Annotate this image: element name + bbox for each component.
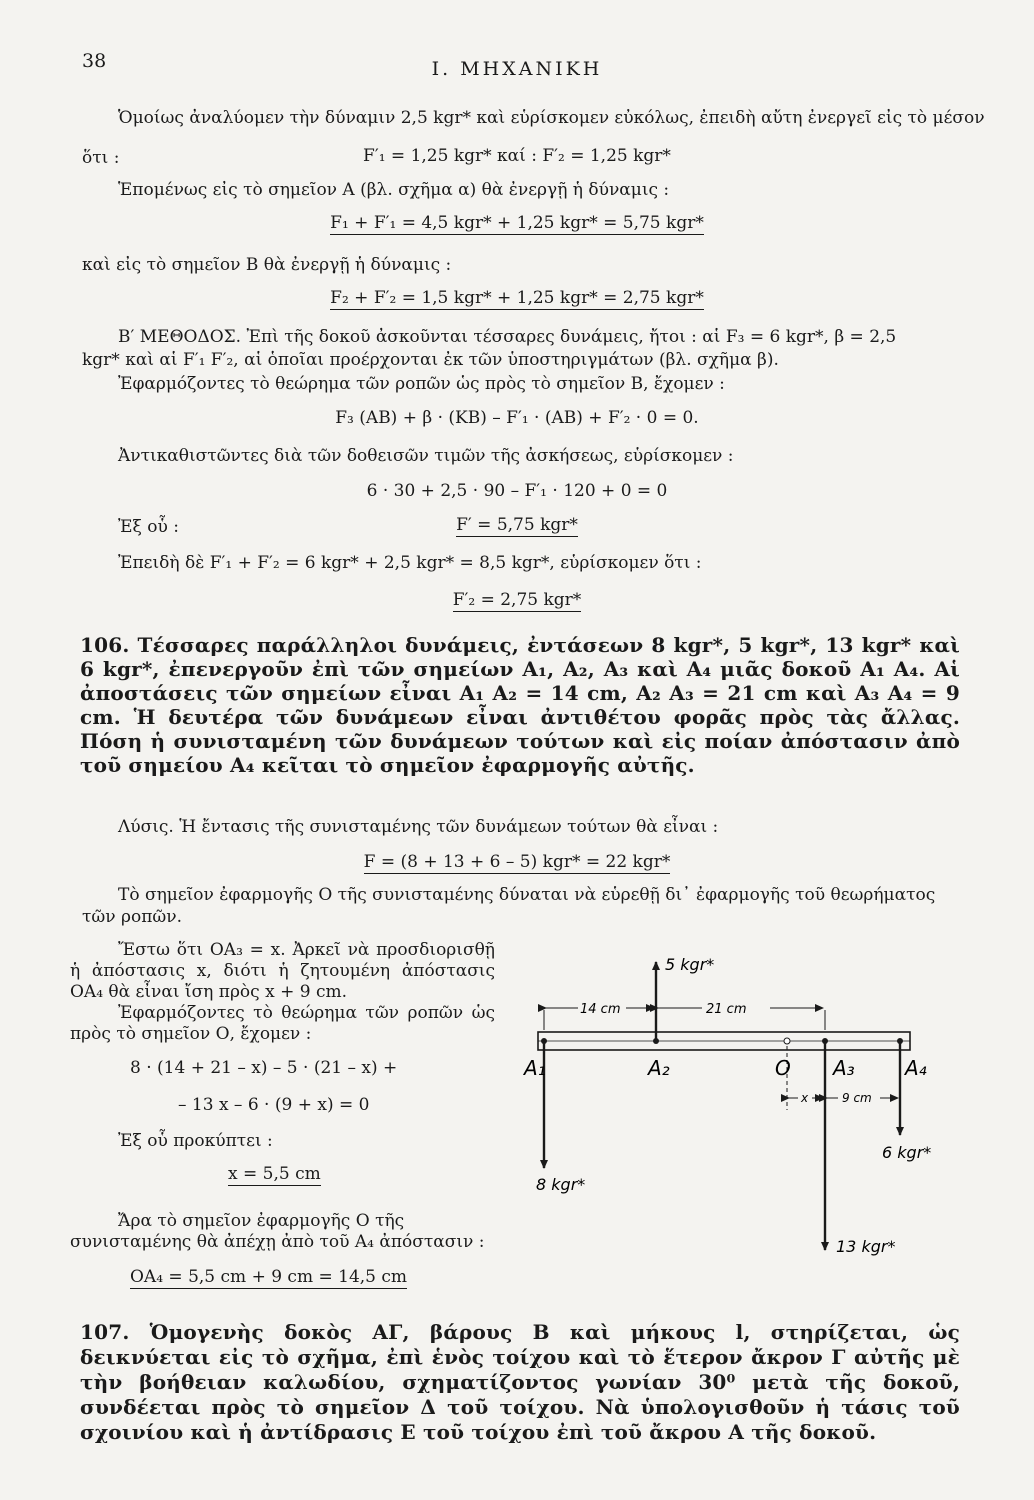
- solution-left-text-1: Ἔστω ὅτι ΟΑ₃ = x. Ἀρκεῖ νὰ προσδιορισθῇ ἡ ἀπόστασις x, διότι ἡ ζητουμένη ἀπόστασις ΟΑ₄ θὰ εἶναι ἴση πρὸς x + 9 cm.: [70, 940, 495, 1002]
- ex-ou-label-2: Ἐξ οὗ προκύπτει :: [118, 1131, 273, 1151]
- solution-left-text-2: Ἐφαρμόζοντες τὸ θεώρημα τῶν ροπῶν ὡς πρὸς τὸ σημεῖον Ο, ἔχομεν :: [70, 1003, 495, 1044]
- label-a4: A₄: [905, 1056, 927, 1080]
- equation-7: F′₂ = 2,75 kgr*: [452, 590, 582, 610]
- page-number: 38: [82, 50, 107, 72]
- force-label-a2: 5 kgr*: [665, 955, 715, 974]
- dim-label-x: x: [801, 1091, 809, 1105]
- dim-label-21: 21 cm: [706, 1002, 747, 1017]
- text-line-3: καὶ εἰς τὸ σημεῖον Β θὰ ἐνεργῇ ἡ δύναμις :: [82, 255, 452, 275]
- equation-5: 6 · 30 + 2,5 · 90 – F′₁ · 120 + 0 = 0: [366, 481, 668, 501]
- running-head: I. ΜΗΧΑΝΙΚΗ: [431, 58, 603, 80]
- solution-left-text-3: Ἄρα τὸ σημεῖον ἐφαρμογῆς Ο τῆς συνισταμένης θὰ ἀπέχῃ ἀπὸ τοῦ Α₄ ἀπόστασιν :: [70, 1211, 485, 1252]
- solution-equation-3: x = 5,5 cm: [228, 1164, 321, 1184]
- equation-6: F′ = 5,75 kgr*: [456, 515, 578, 535]
- method-b-line-3: Ἐφαρμόζοντες τὸ θεώρημα τῶν ροπῶν ὡς πρὸς τὸ σημεῖον Β, ἔχομεν :: [118, 374, 725, 394]
- label-a1: A₁: [524, 1056, 546, 1080]
- equation-2: F₁ + F′₁ = 4,5 kgr* + 1,25 kgr* = 5,75 kgr*: [330, 213, 704, 233]
- problem-106-statement: 106. Τέσσαρες παράλληλοι δυνάμεις, ἐντάσεων 8 kgr*, 5 kgr*, 13 kgr* καὶ 6 kgr*, ἐπενεργοῦν ἐπὶ τῶν σημείων Α₁, Α₂, Α₃ καὶ Α₄ μιᾶς δοκοῦ Α₁ Α₄. Αἱ ἀποστάσεις τῶν σημείων εἶναι Α₁ Α₂ = 14 cm, Α₂ Α₃ = 21 cm καὶ Α₃ Α₄ = 9 cm. Ἡ δευτέρα τῶν δυνάμεων εἶναι ἀντιθέτου φορᾶς πρὸς τὰς ἄλλας. Πόση ἡ συνισταμένη τῶν δυνάμεων τούτων καὶ εἰς ποίαν ἀπόστασιν ἀπὸ τοῦ σημείου Α₄ κεῖται τὸ σημεῖον ἐφαρμογῆς αὐτῆς.: [80, 633, 960, 777]
- equation-3: F₂ + F′₂ = 1,5 kgr* + 1,25 kgr* = 2,75 kgr*: [330, 288, 704, 308]
- method-b-line-1: Β′ ΜΕΘΟΔΟΣ. Ἐπὶ τῆς δοκοῦ ἀσκοῦνται τέσσαρες δυνάμεις, ἤτοι : αἱ F₃ = 6 kgr*, β = 2,5: [118, 327, 897, 347]
- oti-label: ὅτι :: [82, 148, 120, 168]
- text-line-2: Ἑπομένως εἰς τὸ σημεῖον Α (βλ. σχῆμα α) θὰ ἐνεργῇ ἡ δύναμις :: [118, 180, 670, 200]
- solution-equation-2b: – 13 x – 6 · (9 + x) = 0: [178, 1095, 370, 1115]
- force-label-a1: 8 kgr*: [536, 1175, 586, 1194]
- beam-figure: [520, 950, 960, 1270]
- label-a3: A₃: [833, 1056, 855, 1080]
- label-o: O: [775, 1056, 791, 1080]
- text-line-5: Ἐπειδὴ δὲ F′₁ + F′₂ = 6 kgr* + 2,5 kgr* = 8,5 kgr*, εὑρίσκομεν ὅτι :: [118, 553, 702, 573]
- dim-label-14: 14 cm: [580, 1002, 621, 1017]
- force-label-a4: 6 kgr*: [882, 1143, 932, 1162]
- solution-equation-1: F = (8 + 13 + 6 – 5) kgr* = 22 kgr*: [363, 852, 671, 872]
- point-o: [784, 1038, 790, 1044]
- solution-equation-4: ΟΑ₄ = 5,5 cm + 9 cm = 14,5 cm: [130, 1267, 408, 1287]
- equation-1: F′₁ = 1,25 kgr* καί : F′₂ = 1,25 kgr*: [363, 146, 671, 166]
- solution-equation-2a: 8 · (14 + 21 – x) – 5 · (21 – x) +: [130, 1058, 398, 1078]
- problem-107-statement: 107. Ὁμογενὴς δοκὸς ΑΓ, βάρους Β καὶ μήκους l, στηρίζεται, ὡς δεικνύεται εἰς τὸ σχῆμα, ἐπὶ ἑνὸς τοίχου καὶ τὸ ἕτερον ἄκρον Γ αὐτῆς μὲ τὴν βοήθειαν καλωδίου, σχηματίζοντος γωνίαν 30⁰ μετὰ τῆς δοκοῦ, συνδέεται πρὸς τὸ σημεῖον Δ τοῦ τοίχου. Νὰ ὑπολογισθοῦν ἡ τάσις τοῦ σχοινίου καὶ ἡ ἀντίδρασις Ε τοῦ τοίχου ἐπὶ τοῦ ἄκρου Α τῆς δοκοῦ.: [80, 1320, 960, 1444]
- solution-line-2: Τὸ σημεῖον ἐφαρμογῆς Ο τῆς συνισταμένης δύναται νὰ εὑρεθῇ δι᾽ ἐφαρμογῆς τοῦ θεωρήματος τῶν ροπῶν.: [82, 885, 936, 927]
- force-label-a3: 13 kgr*: [836, 1237, 896, 1256]
- intro-line: Ὁμοίως ἀναλύομεν τὴν δύναμιν 2,5 kgr* καὶ εὑρίσκομεν εὐκόλως, ἐπειδὴ αὔτη ἐνεργεῖ εἰς τὸ μέσον: [118, 108, 985, 128]
- equation-4: F₃ (ΑΒ) + β · (ΚΒ) – F′₁ · (ΑΒ) + F′₂ · 0 = 0.: [335, 408, 699, 428]
- label-a2: A₂: [648, 1056, 670, 1080]
- text-line-4: Ἀντικαθιστῶντες διὰ τῶν δοθεισῶν τιμῶν τῆς ἀσκήσεως, εὑρίσκομεν :: [118, 446, 734, 466]
- dim-label-9: 9 cm: [842, 1091, 872, 1105]
- method-b-line-2: kgr* καὶ αἱ F′₁ F′₂, αἱ ὁποῖαι προέρχονται ἐκ τῶν ὑποστηριγμάτων (βλ. σχῆμα β).: [82, 350, 779, 370]
- solution-intro: Λύσις. Ἡ ἔντασις τῆς συνισταμένης τῶν δυνάμεων τούτων θὰ εἶναι :: [118, 817, 719, 837]
- ex-ou-label: Ἐξ οὗ :: [118, 517, 179, 537]
